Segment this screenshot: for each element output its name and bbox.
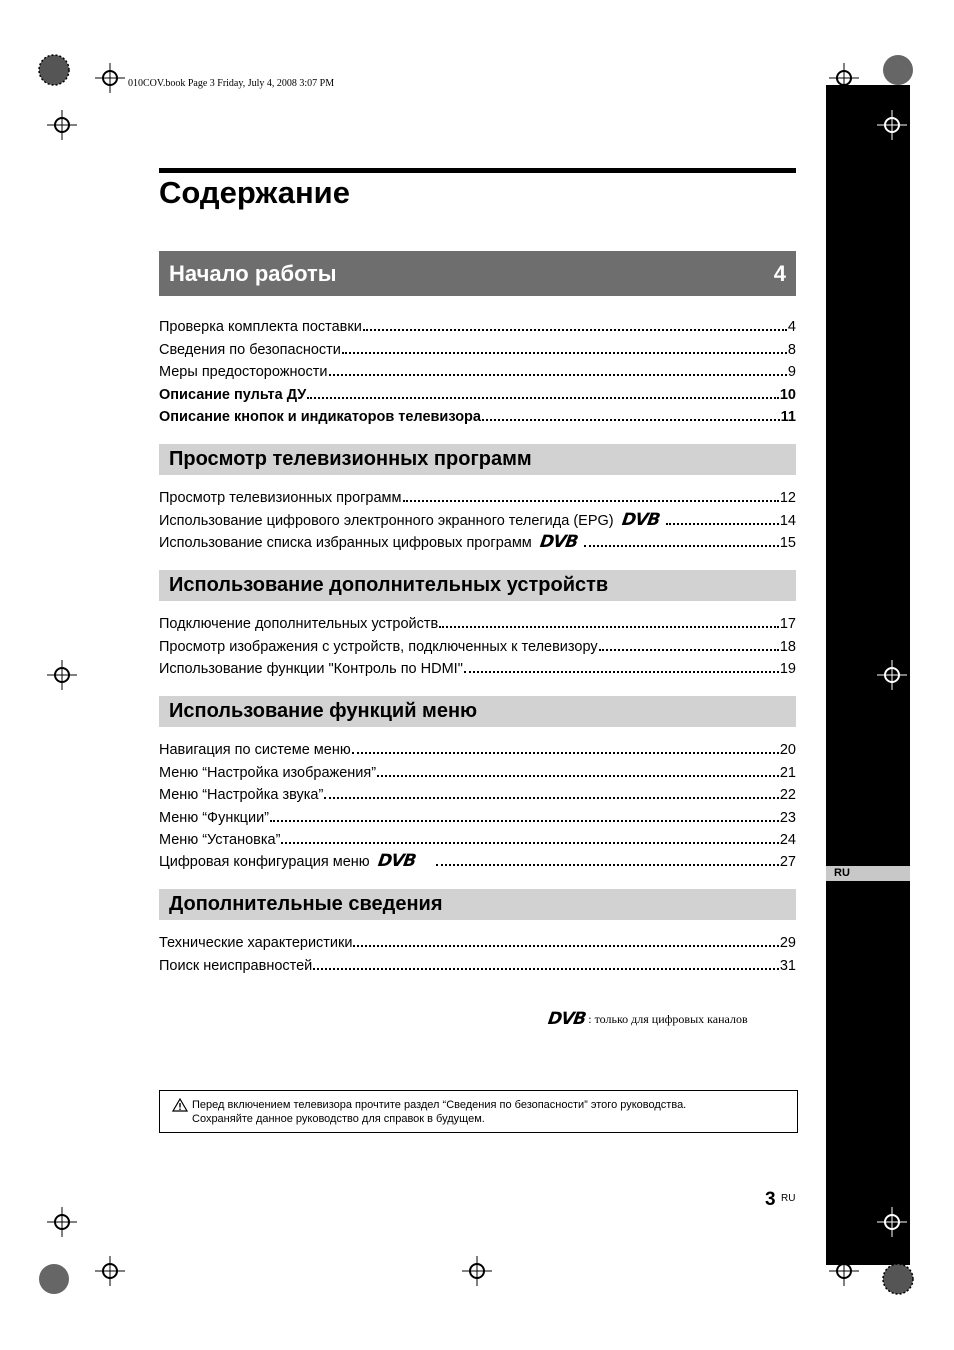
dvb-legend xyxy=(548,1011,748,1028)
leader-dots xyxy=(307,397,779,399)
toc-entry[interactable] xyxy=(159,313,796,335)
leader-dots xyxy=(666,523,779,525)
toc-entry[interactable] xyxy=(159,758,796,780)
toc-list xyxy=(159,610,796,677)
section-heading[interactable] xyxy=(159,889,796,920)
toc-list xyxy=(159,484,796,551)
section-page: 4 xyxy=(773,260,786,286)
toc-entry-page: 21 xyxy=(779,764,796,781)
dvb-logo-icon: DVB xyxy=(620,509,661,530)
toc-entry-label: Цифровая конфигурация меню xyxy=(159,854,370,871)
section-title: Дополнительные сведения xyxy=(169,893,443,915)
leader-dots xyxy=(599,649,779,651)
crosshair-icon xyxy=(47,660,77,690)
crosshair-icon xyxy=(877,660,907,690)
leader-dots xyxy=(352,752,779,754)
toc-entry-page: 14 xyxy=(779,512,796,529)
toc-entry-label: Описание пульта ДУ xyxy=(159,386,307,403)
toc-entry-label: Меню “Установка” xyxy=(159,831,281,848)
dvb-logo-icon: DVB xyxy=(376,851,417,872)
toc-entry[interactable] xyxy=(159,929,796,951)
toc-entry-page: 31 xyxy=(779,957,796,974)
crosshair-icon xyxy=(877,1207,907,1237)
toc-list xyxy=(159,736,796,870)
language-tab: RU xyxy=(826,866,910,881)
leader-dots xyxy=(324,797,779,799)
toc-entry-label: Просмотр телевизионных программ xyxy=(159,490,402,507)
toc-entry-label: Проверка комплекта поставки xyxy=(159,319,362,336)
section-heading[interactable] xyxy=(159,570,796,601)
toc-entry[interactable] xyxy=(159,335,796,357)
leader-dots xyxy=(353,945,778,947)
leader-dots xyxy=(313,968,779,970)
toc-entry[interactable] xyxy=(159,358,796,380)
warning-icon xyxy=(172,1098,192,1132)
leader-dots xyxy=(377,775,779,777)
crosshair-icon xyxy=(47,110,77,140)
toc-entry-page: 15 xyxy=(779,535,796,552)
crosshair-icon xyxy=(829,1256,859,1286)
section-title: Начало работы xyxy=(169,260,337,286)
leader-dots xyxy=(270,820,779,822)
toc-list xyxy=(159,929,796,974)
toc-entry-label: Меню “Настройка звука” xyxy=(159,787,324,804)
toc-entry-label: Использование списка избранных цифровых программ xyxy=(159,535,532,552)
toc-entry-label: Сведения по безопасности xyxy=(159,341,341,358)
toc-entry-page: 24 xyxy=(779,831,796,848)
section-heading[interactable] xyxy=(159,251,796,296)
registration-mark-bottom-right xyxy=(880,1261,916,1297)
toc-entry-page: 19 xyxy=(779,661,796,678)
toc-entry[interactable] xyxy=(159,951,796,973)
section-heading[interactable] xyxy=(159,444,796,475)
section-title: Использование функций меню xyxy=(169,700,478,722)
toc-list xyxy=(159,313,796,425)
leader-dots xyxy=(439,626,779,628)
page-number: 3 xyxy=(765,1189,776,1210)
toc-entry-label: Подключение дополнительных устройств xyxy=(159,616,439,633)
leader-dots xyxy=(403,500,779,502)
crosshair-icon xyxy=(95,1256,125,1286)
toc-entry-label: Использование функции "Контроль по HDMI" xyxy=(159,661,463,678)
registration-mark-top-right xyxy=(880,52,916,88)
leader-dots xyxy=(436,864,779,866)
section-title: Просмотр телевизионных программ xyxy=(169,448,532,470)
toc-entry-page: 9 xyxy=(787,364,796,381)
toc-entry-label: Использование цифрового электронного экранного телегида (EPG) xyxy=(159,512,614,529)
crosshair-icon xyxy=(877,110,907,140)
crosshair-icon xyxy=(462,1256,492,1286)
dvb-logo-icon: DVB xyxy=(546,1009,587,1029)
toc-entry-page: 8 xyxy=(787,341,796,358)
toc-entry-label: Описание кнопок и индикаторов телевизора xyxy=(159,408,481,425)
page-title: Содержание xyxy=(159,175,350,210)
toc-entry-page: 4 xyxy=(787,319,796,336)
leader-dots xyxy=(464,671,779,673)
toc-entry-label: Меню “Настройка изображения” xyxy=(159,764,377,781)
toc-entry[interactable] xyxy=(159,781,796,803)
toc-entry-page: 17 xyxy=(779,616,796,633)
toc-entry-page: 10 xyxy=(779,386,796,403)
toc-entry[interactable] xyxy=(159,403,796,425)
leader-dots xyxy=(342,352,787,354)
toc-entry-page: 23 xyxy=(779,809,796,826)
leader-dots xyxy=(363,329,787,331)
section-heading[interactable] xyxy=(159,696,796,727)
crosshair-icon xyxy=(47,1207,77,1237)
legend-text: : только для цифровых каналов xyxy=(588,1012,748,1026)
toc-entry-page: 27 xyxy=(779,854,796,871)
dvb-logo-icon: DVB xyxy=(538,532,579,553)
notice-line: Сохраняйте данное руководство для справок в будущем. xyxy=(192,1113,485,1125)
toc-entry[interactable] xyxy=(159,803,796,825)
book-header-meta: 010COV.book Page 3 Friday, July 4, 2008 3:07 PM xyxy=(128,78,335,89)
registration-mark-bottom-left xyxy=(36,1261,72,1297)
toc-entry-label: Технические характеристики xyxy=(159,935,353,952)
toc-entry[interactable] xyxy=(159,506,796,528)
crosshair-icon xyxy=(95,63,125,93)
toc-entry-label: Навигация по системе меню xyxy=(159,742,351,759)
page-number-suffix: RU xyxy=(781,1193,796,1204)
crosshair-icon xyxy=(829,63,859,93)
toc-entry-label: Меню “Функции” xyxy=(159,809,270,826)
toc-entry[interactable] xyxy=(159,826,796,848)
toc-entry[interactable] xyxy=(159,529,796,551)
toc-entry-page: 18 xyxy=(779,638,796,655)
section-title: Использование дополнительных устройств xyxy=(169,574,609,596)
toc-entry-page: 20 xyxy=(779,742,796,759)
notice-text xyxy=(192,1098,686,1132)
leader-dots xyxy=(584,545,779,547)
toc-entry[interactable] xyxy=(159,380,796,402)
toc-entry-page: 12 xyxy=(779,490,796,507)
toc-entry[interactable] xyxy=(159,632,796,654)
leader-dots xyxy=(281,842,778,844)
toc-entry[interactable] xyxy=(159,848,796,870)
leader-dots xyxy=(482,419,780,421)
safety-notice xyxy=(159,1090,798,1133)
toc-entry-label: Поиск неисправностей xyxy=(159,957,313,974)
toc-entry-label: Меры предосторожности xyxy=(159,364,328,381)
toc-entry-page: 22 xyxy=(779,787,796,804)
toc-entry[interactable] xyxy=(159,736,796,758)
toc-entry-label: Просмотр изображения с устройств, подключенных к телевизору xyxy=(159,638,598,655)
leader-dots xyxy=(329,374,787,376)
toc-entry[interactable] xyxy=(159,655,796,677)
toc-entry-page: 11 xyxy=(780,408,796,425)
toc-entry[interactable] xyxy=(159,484,796,506)
title-rule xyxy=(159,168,796,173)
notice-line: Перед включением телевизора прочтите раздел “Сведения по безопасности” этого руководства. xyxy=(192,1099,687,1111)
toc-entry[interactable] xyxy=(159,610,796,632)
toc-entry-page: 29 xyxy=(779,935,796,952)
registration-mark-top-left xyxy=(36,52,72,88)
